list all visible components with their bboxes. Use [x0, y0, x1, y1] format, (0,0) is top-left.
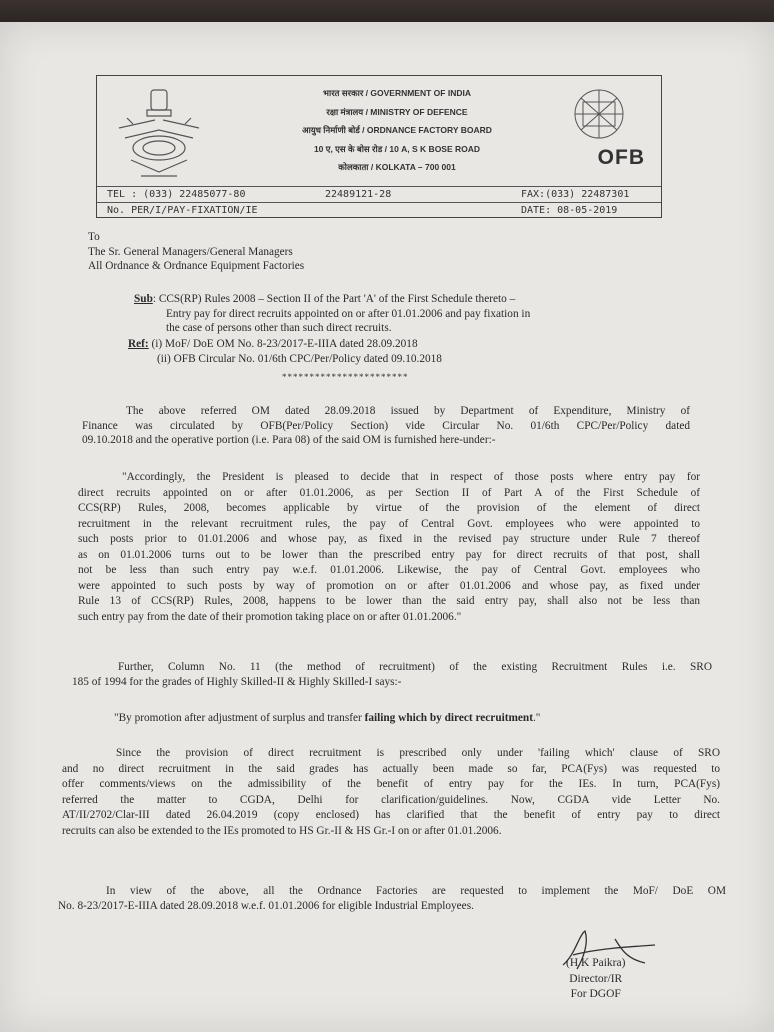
- national-emblem-icon: [111, 84, 207, 188]
- paragraph-4: [58, 884, 726, 913]
- subject-line: Entry pay for direct recruits appointed on or after 01.01.2006 and pay fixation in: [166, 307, 531, 320]
- quote-text-end: .": [532, 712, 541, 724]
- subject-block: [134, 292, 530, 336]
- paragraph-1: [82, 404, 690, 448]
- contact-row: [97, 186, 661, 203]
- text-line: "Accordingly, the President is pleased to decide that in respect of those posts where entry pay for: [122, 471, 700, 483]
- telephone-2: 22489121-28: [325, 189, 392, 200]
- text-line: No. 8-23/2017-E-IIIA dated 28.09.2018 w.e.f. 01.01.2006 for eligible Industrial Employees.: [58, 899, 474, 912]
- ofb-logo-text: OFB: [597, 146, 645, 169]
- separator-stars: ***********************: [282, 372, 409, 382]
- text-line: recruitment in the relevant recruitment rules, the pay of Central Govt. employees who were appointed to: [78, 517, 700, 530]
- signatory-for: For DGOF: [570, 988, 621, 1000]
- text-line: such posts prior to 01.01.2006 and whose pay, as fixed in the revised pay structure under Rule 7 thereof: [78, 533, 700, 545]
- addressee-line: All Ordnance & Ordnance Equipment Factories: [88, 260, 305, 273]
- text-line: Since the provision of direct recruitment is prescribed only under 'failing which' clause of SRO: [116, 747, 720, 759]
- ofb-logo-icon: [551, 82, 647, 186]
- quoted-paragraph: [78, 470, 700, 625]
- text-line: Rule 13 of CCS(RP) Rules, 2008, happens to be lower than the said entry pay, shall also not be less than: [78, 595, 700, 607]
- text-line: direct recruits appointed on or after 01.01.2006, as per Section II of Part A of the First Schedule of: [78, 486, 700, 499]
- signatory-name: (H K Paikra): [566, 957, 626, 969]
- text-line: 09.10.2018 and the operative portion (i.e. Para 08) of the said OM is furnished here-under:-: [82, 434, 496, 447]
- reference-item: (ii) OFB Circular No. 01/6th CPC/Per/Policy dated 09.10.2018: [157, 352, 442, 365]
- background-shadow: [0, 0, 774, 24]
- text-line: Finance was circulated by OFB(Per/Policy Section) vide Circular No. 01/6th CPC/Per/Policy dated: [82, 419, 690, 432]
- reference-item: (i) MoF/ DoE OM No. 8-23/2017-E-IIIA dated 28.09.2018: [151, 338, 418, 350]
- reference-row: [97, 202, 661, 219]
- fax: FAX:(033) 22487301: [521, 189, 630, 200]
- text-line: recruits can also be extended to the IEs promoted to HS Gr.-II & HS Gr.-I on or after 01.01.2006.: [62, 824, 502, 837]
- text-line: as on 01.01.2006 turns out to be lower than the prescribed entry pay for direct recruits of that post, shall: [78, 548, 700, 561]
- letter-number: No. PER/I/PAY-FIXATION/IE: [107, 205, 258, 216]
- letterhead: [96, 75, 662, 218]
- telephone: TEL : (033) 22485077-80: [107, 189, 246, 200]
- text-line: were appointed to such posts by way of promotion on or after 01.01.2006 and whose pay, as fixed under: [78, 579, 700, 592]
- signatory-block: [566, 956, 625, 1003]
- text-line: and no direct recruitment in the said grades has actually been made so far, PCA(Fys) was requested to: [62, 762, 720, 775]
- reference-block: [128, 337, 442, 366]
- text-line: Further, Column No. 11 (the method of recruitment) of the existing Recruitment Rules i.e. SRO: [118, 661, 712, 673]
- paragraph-2: [72, 660, 712, 689]
- text-line: offer comments/views on the admissibility of the benefit of entry pay for the IEs. In turn, PCA(Fys): [62, 778, 720, 791]
- letterhead-address: [247, 84, 547, 177]
- quote-bold-text: failing which by direct recruitment: [364, 712, 533, 724]
- text-line: 185 of 1994 for the grades of Highly Skilled-II & Highly Skilled-I says:-: [72, 675, 402, 688]
- text-line: In view of the above, all the Ordnance Factories are requested to implement the MoF/ DoE OM: [106, 885, 726, 897]
- text-line: CCS(RP) Rules, 2008, becomes applicable by virtue of the provision of the element of direct: [78, 502, 700, 514]
- letterhead-line: रक्षा मंत्रालय / MINISTRY OF DEFENCE: [326, 106, 468, 117]
- addressee-line: The Sr. General Managers/General Managers: [88, 245, 293, 258]
- text-line: not be less than such entry pay w.e.f. 01.01.2006. Likewise, the pay of Central Govt. employees who: [78, 564, 700, 576]
- quoted-rule: [114, 711, 540, 726]
- subject-line: : CCS(RP) Rules 2008 – Section II of the Part 'A' of the First Schedule thereto –: [152, 293, 516, 305]
- letter-date: DATE: 08-05-2019: [521, 205, 618, 216]
- text-line: such entry pay from the date of their promotion taking place on or after 01.01.2006.": [78, 610, 462, 623]
- paragraph-3: [62, 746, 720, 840]
- letterhead-line: आयुध निर्माणी बोर्ड / ORDNANCE FACTORY BOARD: [302, 125, 492, 135]
- addressee: [88, 230, 304, 274]
- addressee-to: To: [88, 231, 100, 243]
- text-line: AT/II/2702/Clar-III dated 26.04.2019 (copy enclosed) has clarified that the benefit of entry pay to direct: [62, 809, 720, 822]
- text-line: referred the matter to CGDA, Delhi for clarification/guidelines. Now, CGDA vide Letter No.: [62, 793, 720, 806]
- letterhead-line: भारत सरकार / GOVERNMENT OF INDIA: [323, 88, 471, 98]
- text-line: The above referred OM dated 28.09.2018 issued by Department of Expenditure, Ministry of: [126, 405, 690, 417]
- signatory-designation: Director/IR: [569, 972, 623, 985]
- quote-text: "By promotion after adjustment of surplus and transfer: [114, 712, 365, 724]
- subject-label: Sub: [134, 293, 153, 305]
- letterhead-line: 10 ए, एस के बोस रोड / 10 A, S K BOSE ROAD: [313, 143, 481, 154]
- reference-label: Ref:: [128, 338, 149, 350]
- subject-line: the case of persons other than such direct recruits.: [166, 322, 392, 335]
- letterhead-line: कोलकाता / KOLKATA – 700 001: [338, 162, 456, 172]
